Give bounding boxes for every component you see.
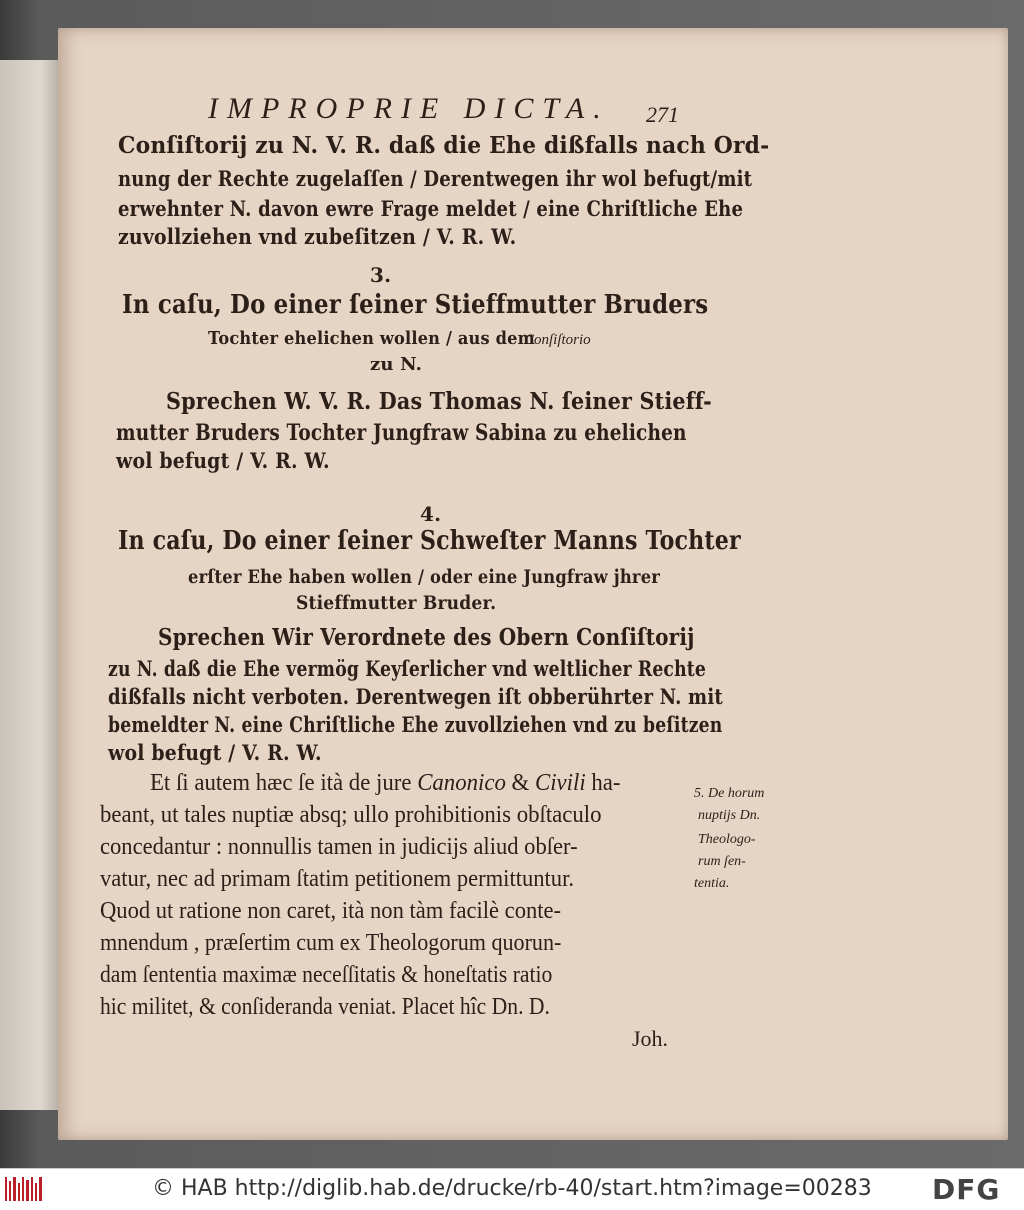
section4-body-2: zu N. daß die Ehe vermög Keyſerlicher vnd weltlicher Rechte: [108, 656, 707, 681]
latin-line-3: concedantur : nonnullis tamen in judicijs aliud obſer-: [100, 834, 578, 860]
latin-line-7: dam ſententia maximæ neceſſitatis & honeſtatis ratio: [100, 962, 553, 988]
latin-line-4: vatur, nec ad primam ſtatim petitionem permittuntur.: [100, 866, 574, 892]
para1-line-4: zuvollziehen vnd zubeſitzen / V. R. W.: [118, 224, 517, 249]
section3-heading-2b: Conſiſtorio: [524, 332, 591, 348]
section4-heading-2: erſter Ehe haben wollen / oder eine Jungfraw jhrer: [188, 566, 661, 588]
section4-number: 4.: [420, 502, 442, 526]
previous-page-edge: [0, 60, 58, 1110]
margin-note-5: tentia.: [694, 876, 730, 891]
dfg-logo: DFG: [932, 1173, 1001, 1206]
latin-line-1c: &: [505, 770, 535, 796]
latin-line-5: Quod ut ratione non caret, ità non tàm facilè conte-: [100, 898, 562, 924]
section4-heading-1: In caſu, Do einer ſeiner Schweſter Manns Tochter: [118, 526, 741, 556]
catchword: Joh.: [632, 1026, 669, 1051]
section4-body-5: wol befugt / V. R. W.: [108, 740, 322, 765]
latin-canonico: Canonico: [417, 770, 506, 796]
latin-line-1a: Et ſi autem hæc ſe ità de jure: [150, 770, 418, 796]
latin-line-8: hic militet, & conſideranda veniat. Placet hîc Dn. D.: [100, 994, 550, 1020]
para1-line-2: nung der Rechte zugelaſſen / Derentwegen ihr wol befugt/mit: [118, 166, 753, 191]
section4-heading-3: Stieffmutter Bruder.: [296, 592, 497, 614]
latin-line-2: beant, ut tales nuptiæ absq; ullo prohibitionis obſtaculo: [100, 802, 602, 828]
section3-body-1: Sprechen W. V. R. Das Thomas N. ſeiner Stieff-: [166, 388, 712, 415]
running-head: IMPROPRIE DICTA.: [208, 92, 610, 125]
margin-note-2: nuptijs Dn.: [698, 808, 761, 823]
section3-heading-2a: Tochter ehelichen wollen / aus dem: [208, 328, 535, 349]
viewer-footer: [0, 1168, 1024, 1210]
latin-line-1e: ha-: [585, 770, 621, 796]
section3-heading-3: zu N.: [370, 354, 423, 375]
margin-note-3: Theologo-: [698, 832, 756, 847]
section4-body-3: dißfalls nicht verboten. Derentwegen iſt obberührter N. mit: [108, 684, 723, 709]
para1-line-3: erwehnter N. davon ewre Frage meldet / eine Chriſtliche Ehe: [118, 196, 744, 221]
latin-line-6: mnendum , præſertim cum ex Theologorum quorun-: [100, 930, 562, 956]
section3-body-2: mutter Bruders Tochter Jungfraw Sabina zu ehelichen: [116, 420, 687, 446]
section4-body-4: bemeldter N. eine Chriſtliche Ehe zuvollziehen vnd zu beſitzen: [108, 712, 723, 737]
margin-note-4: rum ſen-: [698, 854, 746, 869]
book-page: [58, 28, 1008, 1140]
latin-line-1: [150, 770, 620, 797]
section4-body-1: Sprechen Wir Verordnete des Obern Conſiſtorij: [158, 624, 695, 651]
margin-note-1: 5. De horum: [694, 786, 765, 801]
section3-body-3: wol befugt / V. R. W.: [116, 448, 330, 473]
para1-line-1: Conſiſtorij zu N. V. R. daß die Ehe dißfalls nach Ord-: [118, 132, 770, 159]
page-number: 271: [646, 102, 679, 127]
hab-barcode-logo-icon: [4, 1175, 44, 1203]
latin-civili: Civili: [534, 770, 586, 796]
copyright-credit-link[interactable]: © HAB http://diglib.hab.de/drucke/rb-40/start.htm?image=00283: [152, 1176, 872, 1201]
section3-number: 3.: [370, 263, 392, 287]
section3-heading-1: In caſu, Do einer ſeiner Stieffmutter Bruders: [122, 290, 709, 320]
